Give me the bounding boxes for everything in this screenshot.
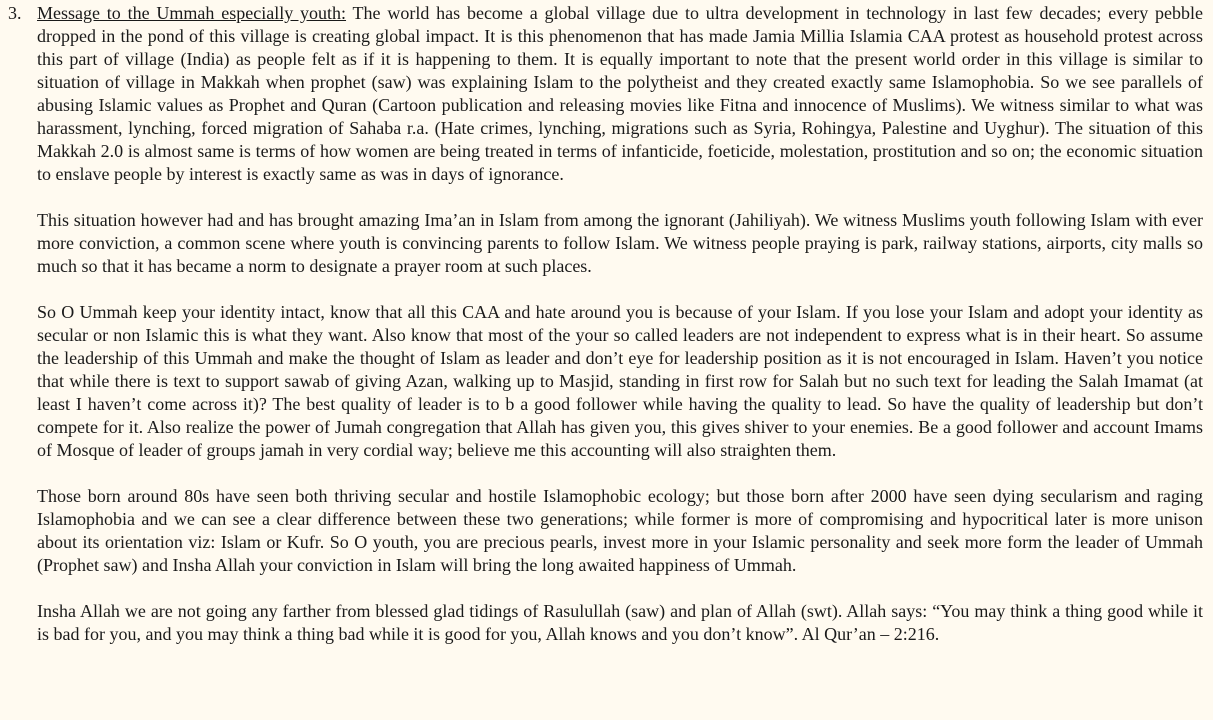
list-number: 3. — [8, 3, 22, 23]
section-heading: Message to the Ummah especially youth: — [37, 3, 347, 23]
paragraph: Insha Allah we are not going any farther from blessed glad tidings of Rasulullah (saw) and plan of Allah (swt). Allah says: “You may think a thing good while it is bad for you, and you may think a thing bad while it is good for you, Allah knows and you don’t know”. Al Qur’an – 2:216. — [37, 601, 1203, 644]
paragraph: So O Ummah keep your identity intact, know that all this CAA and hate around you is because of your Islam. If you lose your Islam and adopt your identity as secular or non Islamic this is what they want. Also know that most of the your so called leaders are not independent to express what is in their heart. So assume the leadership of this Ummah and make the thought of Islam as leader and don’t eye for leadership position as it is not encouraged in Islam. Haven’t you notice that while there is text to support sawab of giving Azan, walking up to Masjid, standing in first row for Salah but no such text for leading the Salah Imamat (at least I haven’t come across it)? The best quality of leader is to b a good follower while having the quality to lead. So have the quality of leadership but don’t compete for it. Also realize the power of Jumah congregation that Allah has given you, this gives shiver to your enemies. Be a good follower and account Imams of Mosque of leader of groups jamah in very cordial way; believe me this accounting will also straighten them. — [37, 302, 1203, 460]
document-body — [8, 2, 1203, 669]
paragraph-text: The world has become a global village due to ultra development in technology in last few decades; every pebble dropped in the pond of this village is creating global impact. It is this phenomenon that has made Jamia Millia Islamia CAA protest as household protest across this part of village (India) as people felt as if it is happening to them. It is equally important to note that the present world order in this village is similar to situation of village in Makkah when prophet (saw) was explaining Islam to the polytheist and they created exactly same Islamophobia. So we see parallels of abusing Islamic values as Prophet and Quran (Cartoon publication and releasing movies like Fitna and innocence of Muslims). We witness similar to what was harassment, lynching, forced migration of Sahaba r.a. (Hate crimes, lynching, migrations such as Syria, Rohingya, Palestine and Uyghur). The situation of this Makkah 2.0 is almost same is terms of how women are being treated in terms of infanticide, foeticide, molestation, prostitution and so on; the economic situation to enslave people by interest is exactly same as was in days of ignorance. — [37, 3, 1203, 184]
paragraph: Those born around 80s have seen both thriving secular and hostile Islamophobic ecology; but those born after 2000 have seen dying secularism and raging Islamophobia and we can see a clear difference between these two generations; while former is more of compromising and hypocritical later is more unison about its orientation viz: Islam or Kufr. So O youth, you are precious pearls, invest more in your Islamic personality and seek more form the leader of Ummah (Prophet saw) and Insha Allah your conviction in Islam will bring the long awaited happiness of Ummah. — [37, 486, 1203, 575]
paragraph: This situation however had and has brought amazing Ima’an in Islam from among the ignorant (Jahiliyah). We witness Muslims youth following Islam with ever more conviction, a common scene where youth is convincing parents to follow Islam. We witness people praying is park, railway stations, airports, city malls so much so that it has became a norm to designate a prayer room at such places. — [37, 210, 1203, 276]
paragraph-intro — [37, 2, 1203, 186]
